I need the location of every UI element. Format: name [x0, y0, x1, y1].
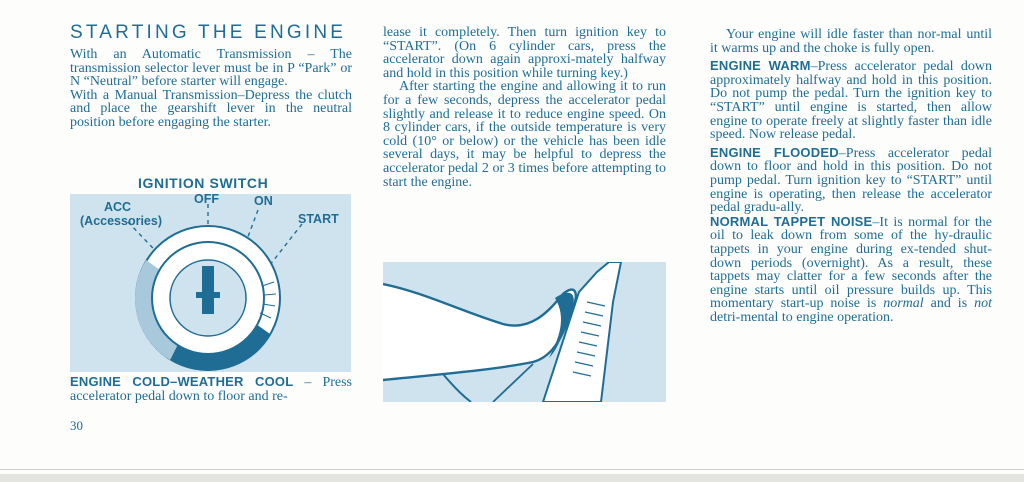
ignition-switch-figure: [70, 194, 351, 372]
column-2: [383, 26, 666, 189]
acc-label: ACC: [104, 200, 132, 214]
tappet-noise-label: NORMAL TAPPET NOISE: [710, 213, 873, 229]
tappet-noise-paragraph: [710, 215, 992, 325]
column-1: [70, 48, 352, 130]
on-label: ON: [254, 194, 273, 208]
tappet-em-not: not: [974, 296, 992, 312]
accessories-label: (Accessories): [80, 214, 162, 228]
ignition-switch-title: IGNITION SWITCH: [138, 175, 269, 191]
after-starting-paragraph: After starting the engine and allowing it to run for a few seconds, depress the accelerator pedal slightly and release it to reduce engine speed. On 8 cylinder cars, if the outside temperature is very cold (10° or below) or the vehicle has been idle several days, it may be helpful to depress the accelerator pedal 2 or 3 times before attempting to start the engine.: [383, 79, 666, 190]
section-heading: STARTING THE ENGINE: [70, 22, 347, 43]
page-edge: [0, 474, 1024, 482]
pedal-figure: [383, 262, 666, 402]
tappet-text-a: –It is normal for the oil to leak down from some of the hy-draulic tappets in your engine during ex-tended shut-down periods (overnight). As a result, these tappets may clatter for a few seconds after the engine starts until oil pressure builds up. This momentary start-up noise is: [710, 214, 992, 312]
engine-warm-label: ENGINE WARM: [710, 58, 811, 74]
automatic-transmission-paragraph: With an Automatic Transmission – The transmission selector lever must be in P “Park” or N “Neutral” before starter will engage.: [70, 47, 352, 90]
foot-on-pedal-illustration: [383, 262, 666, 402]
manual-transmission-paragraph: With a Manual Transmission–Depress the clutch and place the gearshift lever in the neutral position before engaging the starter.: [70, 87, 352, 130]
cold-weather-label: ENGINE COLD–WEATHER COOL: [70, 374, 294, 389]
page-number: 30: [70, 418, 83, 433]
tappet-em-normal: normal: [883, 296, 924, 312]
engine-warm-paragraph: [710, 59, 992, 142]
cold-weather-text: – Press accelerator pedal down to floor and re-: [70, 375, 353, 404]
column-3: [710, 28, 992, 324]
tappet-text-b: and is: [923, 296, 975, 312]
cold-weather-paragraph: [70, 375, 352, 403]
engine-flooded-text: –Press accelerator pedal down to floor and hold in this position. Do not pump pedal. Turn ignition key to “START” until engine is operating, then release the accelerator pedal gradu-ally.: [710, 145, 992, 216]
idle-paragraph: Your engine will idle faster than nor-mal until it warms up and the choke is fully open.: [710, 27, 992, 56]
start-label: START: [298, 212, 339, 226]
engine-flooded-label: ENGINE FLOODED: [710, 144, 839, 160]
engine-flooded-paragraph: [710, 146, 992, 215]
off-label: OFF: [194, 192, 219, 206]
page-edge-line: [0, 469, 1024, 470]
tappet-text-c: detri-mental to engine operation.: [710, 309, 894, 325]
engine-warm-text: –Press accelerator pedal down approximately halfway and hold in this position. Do not pump the pedal. Turn the ignition key to “START” until engine is started, then allow engine to operate freely at slightly faster than idle speed. Now release pedal.: [710, 59, 992, 143]
release-paragraph: lease it completely. Then turn ignition key to “START”. (On 6 cylinder cars, press the accelerator down again approxi-mately halfway and hold in this position while turning key.): [383, 25, 666, 81]
